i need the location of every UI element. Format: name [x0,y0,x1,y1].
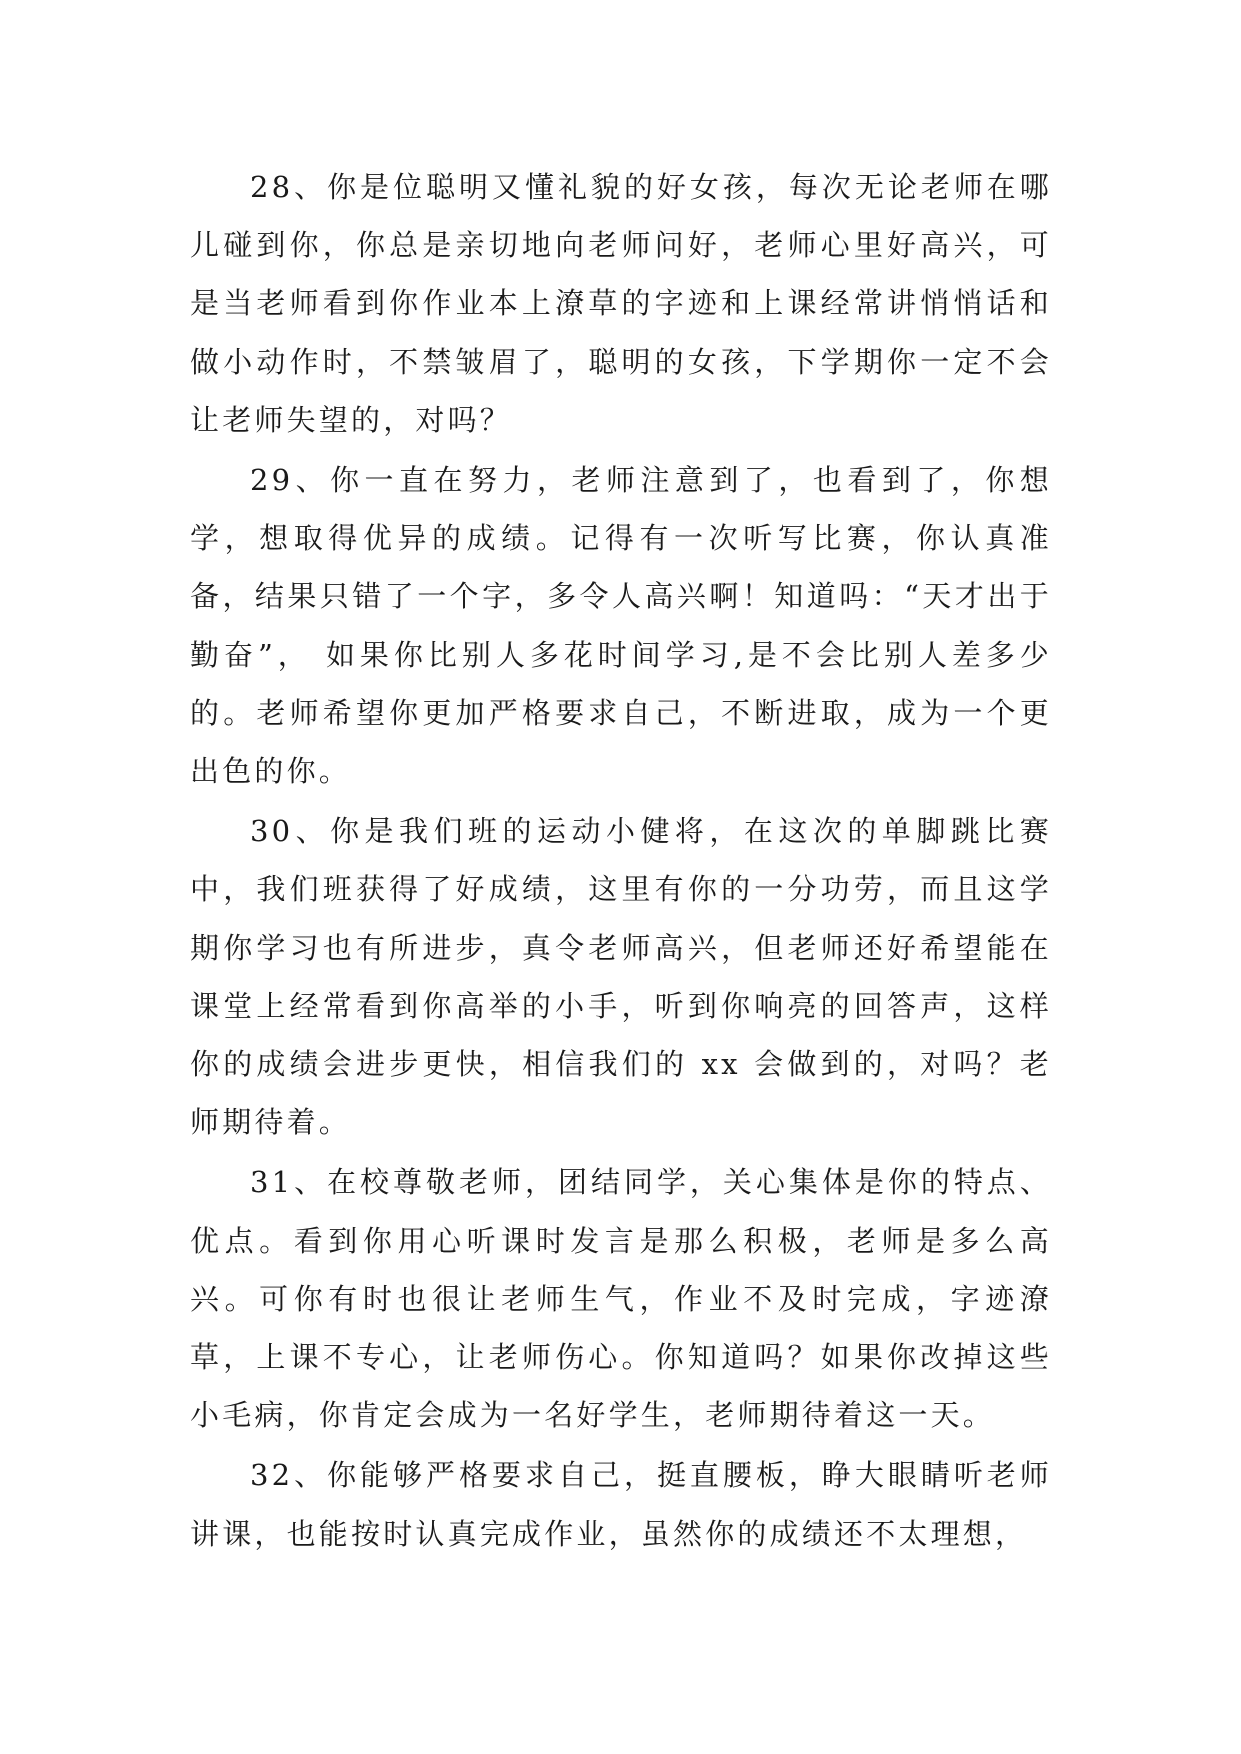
paragraph-29: 29、你一直在努力，老师注意到了，也看到了，你想学，想取得优异的成绩。记得有一次听写比赛，你认真准备，结果只错了一个字，多令人高兴啊！知道吗：“天才出于勤奋”， 如果你比别人多花时间学习,是不会比别人差多少的。老师希望你更加严格要求自己，不断进取，成为一个更出色的你。 [190,463,1052,789]
paragraph-31: 31、在校尊敬老师，团结同学，关心集体是你的特点、优点。看到你用心听课时发言是那么积极，老师是多么高兴。可你有时也很让老师生气，作业不及时完成，字迹潦草，上课不专心，让老师伤心。你知道吗？如果你改掉这些小毛病，你肯定会成为一名好学生，老师期待着这一天。 [190,1165,1052,1433]
paragraph-30: 30、你是我们班的运动小健将，在这次的单脚跳比赛中，我们班获得了好成绩，这里有你的一分功劳，而且这学期你学习也有所进步，真令老师高兴，但老师还好希望能在课堂上经常看到你高举的小手，听到你响亮的回答声，这样你的成绩会进步更快，相信我们的 xx 会做到的，对吗？老师期待着。 [190,814,1052,1140]
document-body [190,158,1052,1563]
paragraph-32: 32、你能够严格要求自己，挺直腰板，睁大眼睛听老师讲课，也能按时认真完成作业，虽然你的成绩还不太理想， [190,1458,1052,1551]
paragraph-28: 28、你是位聪明又懂礼貌的好女孩，每次无论老师在哪儿碰到你，你总是亲切地向老师问好，老师心里好高兴，可是当老师看到你作业本上潦草的字迹和上课经常讲悄悄话和做小动作时，不禁皱眉了，聪明的女孩，下学期你一定不会让老师失望的，对吗？ [190,170,1052,437]
